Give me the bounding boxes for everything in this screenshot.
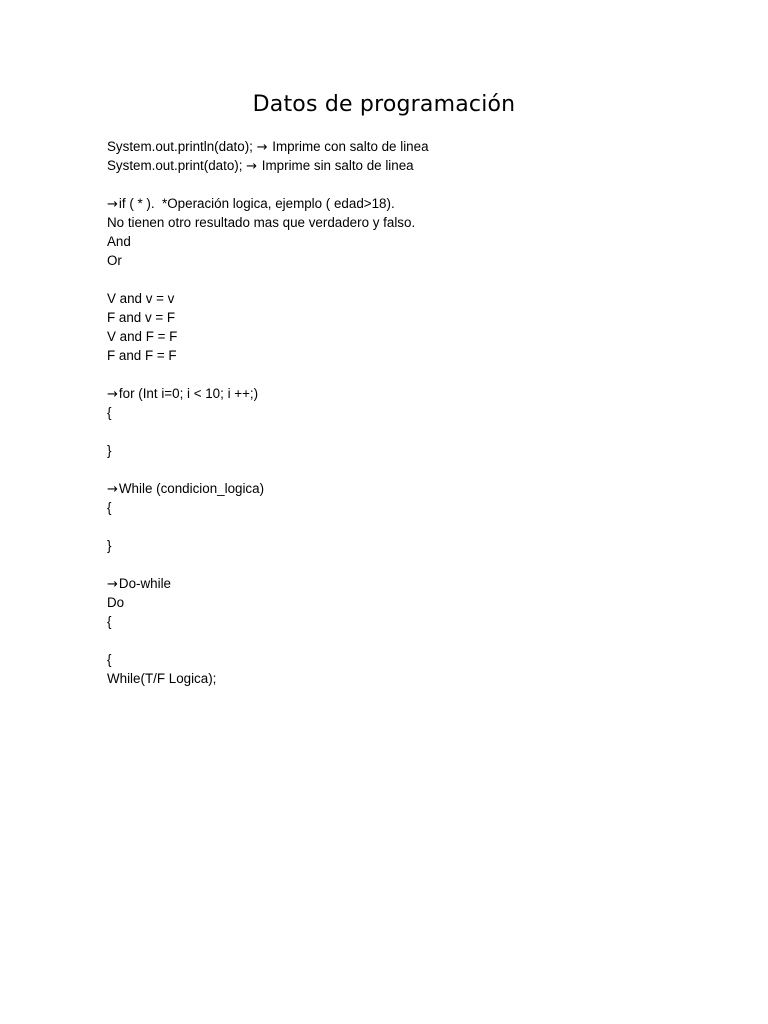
- for-line: [107, 384, 667, 403]
- if-line: [107, 194, 667, 213]
- do-close-brace: {: [107, 652, 112, 667]
- if-text: if ( * ). *Operación logica, ejemplo ( edad>18).: [118, 196, 395, 211]
- arrow-icon: →: [107, 577, 118, 592]
- for-close-brace: }: [107, 443, 112, 458]
- truth-f-and-f: F and F = F: [107, 348, 177, 363]
- no-otro-line: No tienen otro resultado mas que verdadero y falso.: [107, 215, 416, 230]
- dowhile-text: Do-while: [118, 576, 171, 591]
- arrow-icon: →: [107, 197, 118, 212]
- document-body: [107, 137, 667, 688]
- blank-line: [107, 555, 667, 574]
- print-line: [107, 156, 667, 175]
- blank-line: [107, 270, 667, 289]
- blank-line: [107, 422, 667, 441]
- print-code: System.out.print(dato);: [107, 158, 247, 173]
- page-title: Datos de programación: [252, 92, 516, 117]
- truth-f-and-v: F and v = F: [107, 310, 176, 325]
- blank-line: [107, 460, 667, 479]
- blank-line: [107, 517, 667, 536]
- do-open-brace: {: [107, 614, 112, 629]
- arrow-icon: →: [246, 159, 258, 174]
- for-open-brace: {: [107, 405, 112, 420]
- blank-line: [107, 365, 667, 384]
- truth-v-and-f: V and F = F: [107, 329, 178, 344]
- arrow-icon: →: [256, 140, 268, 155]
- or-line: Or: [107, 253, 122, 268]
- arrow-icon: →: [107, 387, 118, 402]
- blank-line: [107, 631, 667, 650]
- while-line: [107, 479, 667, 498]
- do-line: Do: [107, 595, 125, 610]
- println-line: [107, 137, 667, 156]
- while-open-brace: {: [107, 500, 112, 515]
- truth-v-and-v: V and v = v: [107, 291, 175, 306]
- blank-line: [107, 175, 667, 194]
- while-close-brace: }: [107, 538, 112, 553]
- for-text: for (Int i=0; i < 10; i ++;): [118, 386, 259, 401]
- arrow-icon: →: [107, 482, 118, 497]
- and-line: And: [107, 234, 131, 249]
- while-text: While (condicion_logica): [118, 481, 265, 496]
- println-description: Imprime con salto de linea: [268, 139, 429, 154]
- while-end-line: While(T/F Logica);: [107, 671, 217, 686]
- println-code: System.out.println(dato);: [107, 139, 257, 154]
- dowhile-line: [107, 574, 667, 593]
- print-description: Imprime sin salto de linea: [258, 158, 414, 173]
